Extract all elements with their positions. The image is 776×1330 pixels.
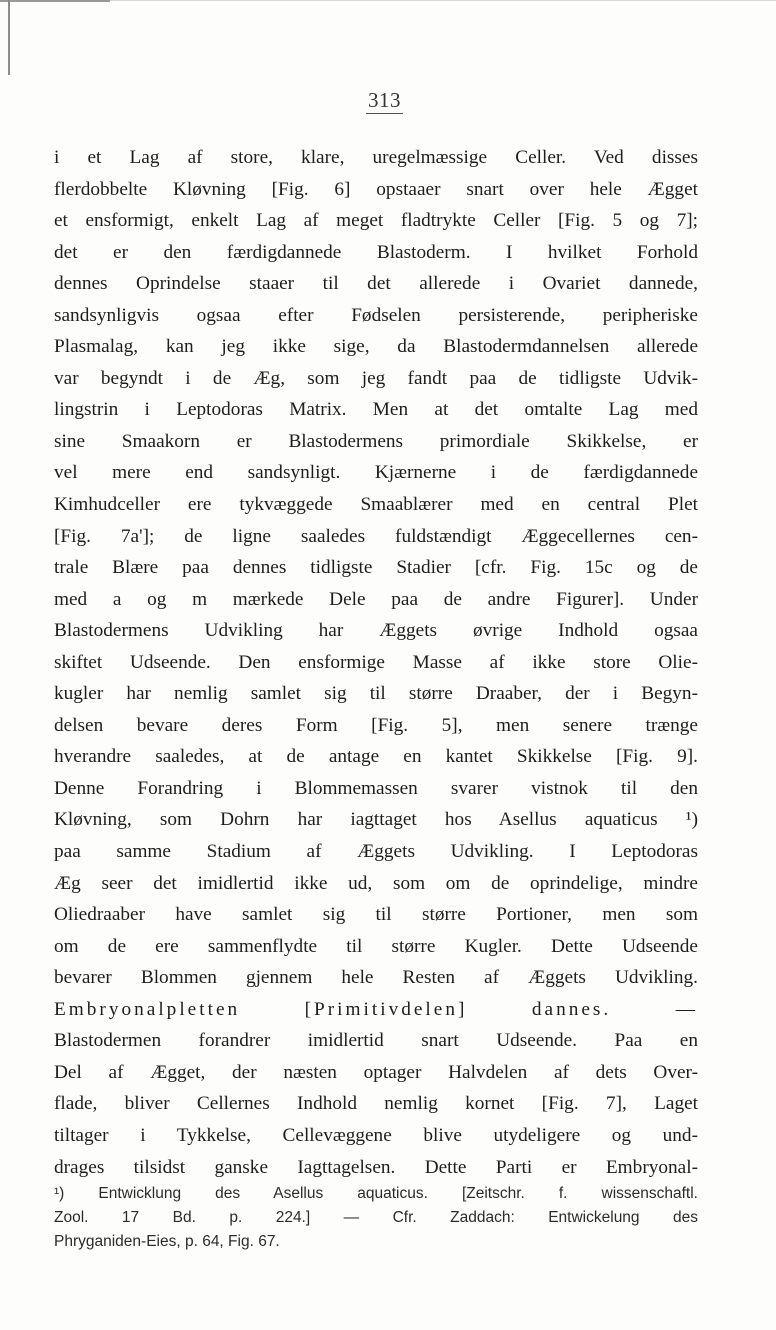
footnote-line: Zool. 17 Bd. p. 224.] — Cfr. Zaddach: Entwickelung des — [54, 1209, 698, 1226]
text-line: vel mere end sandsynligt. Kjærnerne i de færdigdannede — [54, 462, 698, 484]
text-line: Del af Ægget, der næsten optager Halvdelen af dets Over- — [54, 1061, 698, 1083]
text-line: bevarer Blommen gjennem hele Resten af Æggets Udvikling. — [54, 967, 698, 989]
text-line: hverandre saaledes, at de antage en kantet Skikkelse [Fig. 9]. — [54, 746, 698, 768]
scan-edge-left — [8, 0, 10, 75]
section-heading-line: Embryonalpletten [Primitivdelen] dannes. — — [54, 998, 698, 1020]
text-line: drages tilsidst ganske Iagttagelsen. Dette Parti er Embryonal- — [54, 1156, 698, 1178]
text-line: tiltager i Tykkelse, Cellevæggene blive utydeligere og und- — [54, 1124, 698, 1146]
text-line: kugler har nemlig samlet sig til større Draaber, der i Begyn- — [54, 683, 698, 705]
text-line: Oliedraaber have samlet sig til større Portioner, men som — [54, 904, 698, 926]
text-line: sandsynligvis ogsaa efter Fødselen persisterende, peripheriske — [54, 304, 698, 326]
text-line: Kimhudceller ere tykvæggede Smaablærer med en central Plet — [54, 494, 698, 516]
text-line: flade, bliver Cellernes Indhold nemlig kornet [Fig. 7], Laget — [54, 1093, 698, 1115]
text-line: Kløvning, som Dohrn har iagttaget hos Asellus aquaticus ¹) — [54, 809, 698, 831]
body-text — [54, 142, 698, 1183]
text-line: dennes Oprindelse staaer til det allerede i Ovariet dannede, — [54, 273, 698, 295]
text-line: et ensformigt, enkelt Lag af meget fladtrykte Celler [Fig. 5 og 7]; — [54, 210, 698, 232]
text-line: i et Lag af store, klare, uregelmæssige Celler. Ved disses — [54, 147, 698, 168]
footnotes — [54, 1182, 698, 1254]
text-line: det er den færdigdannede Blastoderm. I hvilket Forhold — [54, 241, 698, 263]
text-line: skiftet Udseende. Den ensformige Masse af ikke store Olie- — [54, 651, 698, 673]
text-line: trale Blære paa dennes tidligste Stadier [cfr. Fig. 15c og de — [54, 557, 698, 579]
text-line: var begyndt i de Æg, som jeg fandt paa de tidligste Udvik- — [54, 367, 698, 389]
scan-edge-top-light — [110, 0, 776, 1]
text-line: Æg seer det imidlertid ikke ud, som om de oprindelige, mindre — [54, 872, 698, 894]
text-line: Denne Forandring i Blommemassen svarer vistnok til den — [54, 777, 698, 799]
text-line: delsen bevare deres Form [Fig. 5], men senere trænge — [54, 714, 698, 736]
text-line: flerdobbelte Kløvning [Fig. 6] opstaaer snart over hele Ægget — [54, 178, 698, 200]
text-line: paa samme Stadium af Æggets Udvikling. I Leptodoras — [54, 841, 698, 863]
text-line: Blastodermens Udvikling har Æggets øvrige Indhold ogsaa — [54, 620, 698, 642]
scan-edge-top-dark — [0, 0, 110, 2]
footnote-line: ¹) Entwicklung des Asellus aquaticus. [Zeitschr. f. wissenschaftl. — [54, 1185, 698, 1202]
text-line: om de ere sammenflydte til større Kugler. Dette Udseende — [54, 935, 698, 957]
scan-edge-artifact — [0, 0, 776, 12]
text-line: Plasmalag, kan jeg ikke sige, da Blastodermdannelsen allerede — [54, 336, 698, 358]
text-line: lingstrin i Leptodoras Matrix. Men at det omtalte Lag med — [54, 399, 698, 421]
text-line: [Fig. 7a']; de ligne saaledes fuldstændigt Æggecellernes cen- — [54, 525, 698, 547]
text-line: Blastodermen forandrer imidlertid snart Udseende. Paa en — [54, 1030, 698, 1052]
text-line: med a og m mærkede Dele paa de andre Figurer]. Under — [54, 588, 698, 610]
footnote-line: Phryganiden-Eies, p. 64, Fig. 67. — [54, 1233, 280, 1250]
text-line: sine Smaakorn er Blastodermens primordiale Skikkelse, er — [54, 430, 698, 452]
page-number: 313 — [368, 88, 401, 112]
